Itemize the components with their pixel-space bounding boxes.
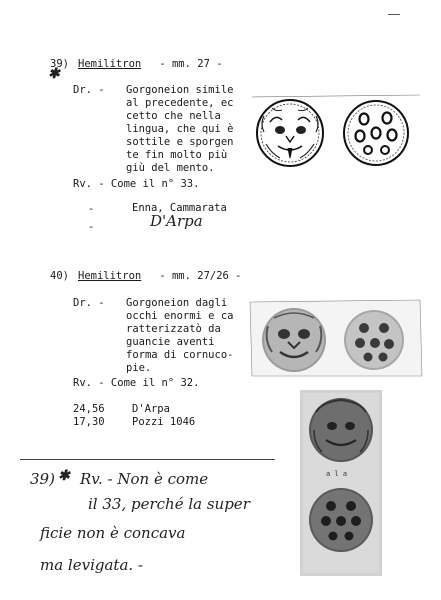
dr-line: occhi enormi e ca [126,310,234,322]
note-asterisk: ✱ [58,468,70,484]
entry-40-coin-photos [244,298,424,378]
dr-line: guancie aventi [126,336,215,348]
entry-39-number: 39) [50,58,69,70]
dr-line: cetto che nella [126,110,221,122]
entry-39-provenance-2: D'Arpa [150,212,203,230]
entry-39-dr-label: Dr. - [73,84,105,96]
provenance-dash: - [88,221,95,233]
reverse-photo [344,310,404,370]
dr-line: Gorgoneion dagli [126,297,228,309]
dr-line: al precedente, ec [126,97,234,109]
entry-40-dims: - mm. 27/26 - [153,270,242,282]
dr-line: sottile e sporgen [126,136,234,148]
side-obverse-photo [309,398,373,462]
entry-40-weight: 24,56 [73,403,105,415]
photo-caption: a l a [326,470,348,478]
note-line: Rv. - Non è come [80,470,209,488]
reverse-drawing [344,101,408,165]
note-divider [20,459,275,460]
entry-39-coin-drawings [248,92,423,170]
entry-40-title: Hemilitron [78,270,142,282]
asterisk-mark: ✱ [48,66,60,82]
provenance-dash: - [88,203,95,215]
obverse-photo [262,308,326,372]
dr-line: te fin molto più [126,149,228,161]
obverse-drawing [257,100,323,166]
entry-40-source: D'Arpa [132,403,170,415]
dr-line: ratterizzatò da [126,323,221,335]
entry-40-weight: 17,30 [73,416,105,428]
dr-line: giù del mento. [126,162,215,174]
side-reverse-photo [309,488,373,552]
entry-40-rv: Rv. - Come il n° 32. [73,377,200,389]
dr-line: lingua, che qui è [126,123,234,135]
dr-line: pie. [126,362,152,374]
entry-40-dr-label: Dr. - [73,297,105,309]
entry-40-source: Pozzi 1046 [132,416,196,428]
entry-40-number: 40) [50,270,69,282]
dr-line: forma di cornuco- [126,349,234,361]
entry-39-rv: Rv. - Come il n° 33. [73,178,200,190]
note-marker: 39) [30,470,55,488]
entry-39-provenance-1: Enna, Cammarata [132,202,227,214]
note-line: ma levigata. - [40,556,144,574]
entry-39-title: Hemilitron [78,58,142,70]
note-line: il 33, perché la super [88,495,250,513]
page-edge-mark [388,14,400,15]
entry-39-dims: - mm. 27 - [153,58,223,70]
dr-line: Gorgoneion simile [126,84,234,96]
side-photo-panel [300,390,382,576]
note-line: ficie non è concava [40,524,186,542]
